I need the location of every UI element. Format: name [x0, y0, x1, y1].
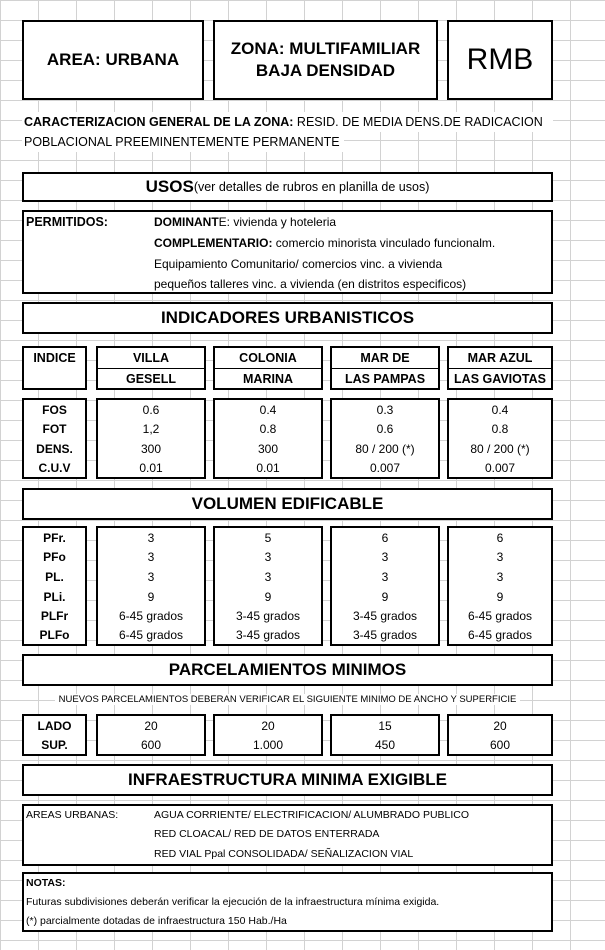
pl-value: 3 — [449, 567, 551, 587]
row-label-pfr: PFr. — [24, 528, 85, 547]
pfr-value: 6 — [449, 528, 551, 547]
column-header-1-line2: GESELL — [125, 372, 176, 386]
dominante-line — [154, 215, 336, 229]
infraestructura-line3: RED VIAL Ppal CONSOLIDADA/ SEÑALIZACION VIAL — [154, 848, 414, 860]
row-label-pfo: PFo — [24, 547, 85, 567]
complementario-label: COMPLEMENTARIO: — [154, 236, 273, 250]
cuv-value: 0.007 — [332, 459, 438, 477]
infraestructura-line2: RED CLOACAL/ RED DE DATOS ENTERRADA — [154, 828, 380, 840]
parcelamientos-note-row — [22, 689, 553, 709]
plfr-value: 3-45 grados — [332, 606, 438, 625]
caracterizacion-line2: POBLACIONAL PREEMINENTEMENTE PERMANENTE — [22, 132, 344, 152]
parcelamientos-title: PARCELAMIENTOS MINIMOS — [168, 660, 407, 679]
dominante-label: DOMINANT — [154, 215, 219, 229]
plfr-value: 3-45 grados — [215, 606, 321, 625]
fos-value: 0.3 — [332, 400, 438, 419]
cuv-value: 0.01 — [215, 459, 321, 477]
volumen-column-3 — [330, 526, 440, 646]
column-header-4 — [447, 346, 553, 390]
plfo-value: 6-45 grados — [449, 625, 551, 644]
parcelamientos-note: NUEVOS PARCELAMIENTOS DEBERAN VERIFICAR EL SIGUIENTE MINIMO DE ANCHO Y SUPERFICIE — [55, 694, 521, 705]
plfr-value: 6-45 grados — [98, 606, 204, 625]
sup-value: 600 — [449, 735, 551, 754]
lado-value: 15 — [332, 716, 438, 735]
volumen-column-1 — [96, 526, 206, 646]
pli-value: 9 — [98, 587, 204, 606]
zone-code: RMB — [466, 43, 534, 76]
row-label-fos: FOS — [24, 400, 85, 419]
pfo-value: 3 — [215, 547, 321, 567]
fos-value: 0.4 — [449, 400, 551, 419]
usos-line3: Equipamiento Comunitario/ comercios vinc. a vivienda — [154, 257, 443, 271]
infraestructura-title-band — [22, 764, 553, 796]
notas-line1: Futuras subdivisiones deberán verificar la ejecución de la infraestructura mínima exigida. — [26, 896, 440, 908]
pl-value: 3 — [332, 567, 438, 587]
areas-urbanas-label: AREAS URBANAS: — [26, 809, 119, 821]
pfo-value: 3 — [98, 547, 204, 567]
fos-value: 0.6 — [98, 400, 204, 419]
pfr-value: 6 — [332, 528, 438, 547]
zona-box — [213, 20, 438, 100]
indicadores-column-2 — [213, 398, 323, 479]
plfo-value: 3-45 grados — [332, 625, 438, 644]
column-header-2-line2: MARINA — [243, 372, 293, 386]
notas-box — [22, 872, 553, 932]
parcelamientos-labels-block — [22, 714, 87, 756]
plfr-value: 6-45 grados — [449, 606, 551, 625]
pfr-value: 5 — [215, 528, 321, 547]
indicadores-column-3 — [330, 398, 440, 479]
fot-value: 1,2 — [98, 419, 204, 439]
row-label-pl: PL. — [24, 567, 85, 587]
column-header-1-line1: VILLA — [132, 351, 170, 365]
complementario-text: comercio minorista vinculado funcionalm. — [272, 236, 496, 250]
parcelamientos-column-3 — [330, 714, 440, 756]
fot-value: 0.8 — [449, 419, 551, 439]
pfo-value: 3 — [449, 547, 551, 567]
infraestructura-title: INFRAESTRUCTURA MINIMA EXIGIBLE — [128, 770, 447, 789]
area-label: AREA: URBANA — [46, 50, 180, 69]
permitidos-label: PERMITIDOS: — [26, 215, 108, 229]
column-header-2-line1: COLONIA — [239, 351, 297, 365]
sup-value: 450 — [332, 735, 438, 754]
row-label-pli: PLi. — [24, 587, 85, 606]
fos-value: 0.4 — [215, 400, 321, 419]
sup-value: 1.000 — [215, 735, 321, 754]
cuv-value: 0.007 — [449, 459, 551, 477]
plfo-value: 6-45 grados — [98, 625, 204, 644]
fot-value: 0.6 — [332, 419, 438, 439]
caracterizacion-line1 — [22, 112, 553, 132]
dens-value: 80 / 200 (*) — [449, 439, 551, 459]
volumen-column-4 — [447, 526, 553, 646]
row-label-plfo: PLFo — [24, 625, 85, 644]
usos-line4: pequeños talleres vinc. a vivienda (en distritos especificos) — [154, 277, 467, 291]
zone-code-box — [447, 20, 553, 100]
column-header-3-line2: LAS PAMPAS — [344, 372, 426, 386]
volumen-title: VOLUMEN EDIFICABLE — [191, 494, 384, 513]
usos-title: USOS — [145, 177, 194, 196]
fot-value: 0.8 — [215, 419, 321, 439]
infraestructura-line1: AGUA CORRIENTE/ ELECTRIFICACION/ ALUMBRADO PUBLICO — [154, 809, 470, 821]
complementario-line — [154, 236, 495, 250]
row-label-fot: FOT — [24, 419, 85, 439]
volumen-title-band — [22, 488, 553, 520]
indicadores-labels-block — [22, 398, 87, 479]
pl-value: 3 — [98, 567, 204, 587]
lado-value: 20 — [98, 716, 204, 735]
volumen-column-2 — [213, 526, 323, 646]
column-header-4-line2: LAS GAVIOTAS — [454, 372, 546, 386]
indicadores-title-band — [22, 302, 553, 334]
pli-value: 9 — [215, 587, 321, 606]
column-header-2 — [213, 346, 323, 390]
pli-value: 9 — [332, 587, 438, 606]
pfr-value: 3 — [98, 528, 204, 547]
column-header-3 — [330, 346, 440, 390]
infraestructura-content-box — [22, 804, 553, 866]
zona-line1: ZONA: MULTIFAMILIAR — [230, 39, 421, 58]
parcelamientos-column-2 — [213, 714, 323, 756]
indicadores-title: INDICADORES URBANISTICOS — [160, 308, 415, 327]
column-header-3-line1: MAR DE — [360, 351, 410, 365]
row-label-plfr: PLFr — [24, 606, 85, 625]
usos-content-box — [22, 210, 553, 294]
column-header-1 — [96, 346, 206, 390]
usos-subtitle: (ver detalles de rubros en planilla de usos) — [193, 180, 430, 194]
lado-value: 20 — [215, 716, 321, 735]
pfo-value: 3 — [332, 547, 438, 567]
indicadores-column-1 — [96, 398, 206, 479]
indice-header — [22, 346, 87, 390]
parcelamientos-column-1 — [96, 714, 206, 756]
indicadores-column-4 — [447, 398, 553, 479]
caracterizacion-label: CARACTERIZACION GENERAL DE LA ZONA: — [24, 115, 294, 129]
row-label-dens: DENS. — [24, 439, 85, 459]
pli-value: 9 — [449, 587, 551, 606]
parcelamientos-title-band — [22, 654, 553, 686]
row-label-cuv: C.U.V — [24, 459, 85, 477]
dens-value: 80 / 200 (*) — [332, 439, 438, 459]
notas-line2: (*) parcialmente dotadas de infraestructura 150 Hab./Ha — [26, 915, 287, 927]
dens-value: 300 — [215, 439, 321, 459]
plfo-value: 3-45 grados — [215, 625, 321, 644]
dens-value: 300 — [98, 439, 204, 459]
caracterizacion-text-1: RESID. DE MEDIA DENS.DE RADICACION — [293, 115, 543, 129]
usos-title-band — [22, 172, 553, 202]
pl-value: 3 — [215, 567, 321, 587]
area-box — [22, 20, 204, 100]
sup-value: 600 — [98, 735, 204, 754]
indice-label: INDICE — [33, 351, 76, 365]
notas-label: NOTAS: — [26, 877, 66, 889]
column-header-4-line1: MAR AZUL — [467, 351, 533, 365]
cuv-value: 0.01 — [98, 459, 204, 477]
zona-line2: BAJA DENSIDAD — [255, 61, 396, 80]
row-label-sup: SUP. — [24, 735, 85, 754]
volumen-labels-block — [22, 526, 87, 646]
row-label-lado: LADO — [24, 716, 85, 735]
lado-value: 20 — [449, 716, 551, 735]
dominante-text: E: vivienda y hoteleria — [218, 215, 337, 229]
parcelamientos-column-4 — [447, 714, 553, 756]
